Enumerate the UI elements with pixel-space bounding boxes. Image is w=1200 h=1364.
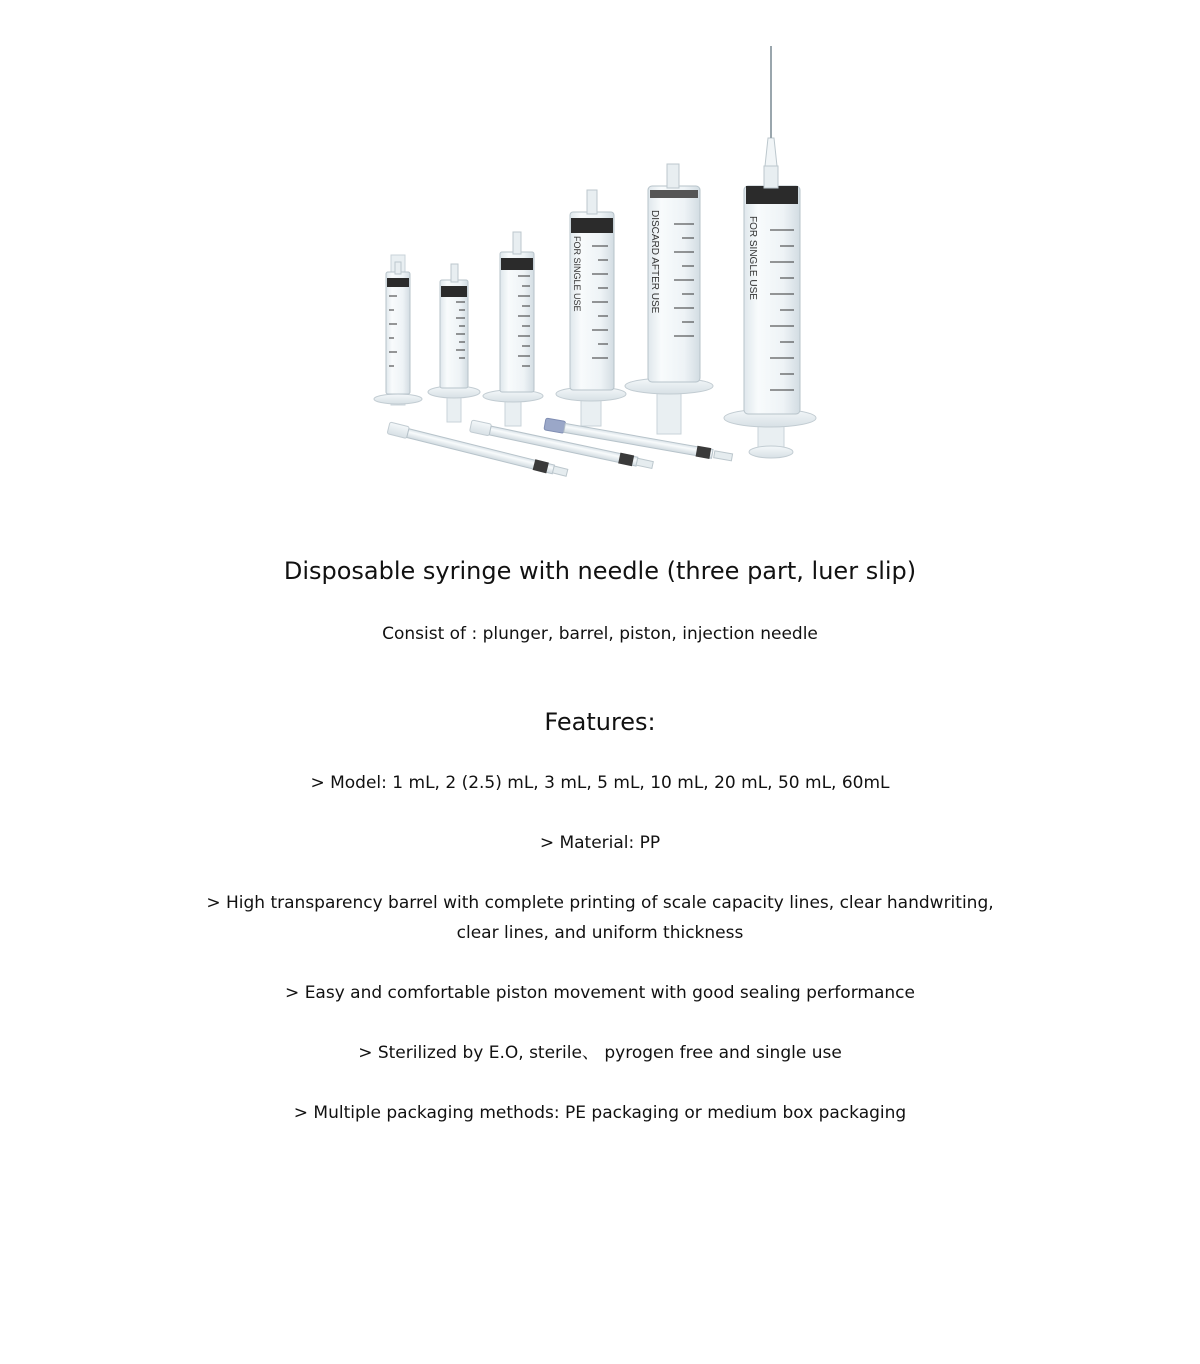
feature-item-transparency: > High transparency barrel with complete printing of scale capacity lines, clear handwriting, clear lines, and uniform thickness bbox=[206, 893, 994, 943]
syringe-2ml bbox=[428, 264, 480, 422]
syringe-product-photo bbox=[360, 40, 840, 480]
feature-item-material: > Material: PP bbox=[539, 833, 661, 853]
features-heading: Features: bbox=[544, 708, 656, 736]
barrel-label-medium: DISCARD AFTER USE bbox=[649, 210, 660, 314]
product-title: Disposable syringe with needle (three part, luer slip) bbox=[283, 557, 917, 585]
syringe-1ml bbox=[374, 255, 422, 405]
feature-item-packaging: > Multiple packaging methods: PE packaging or medium box packaging bbox=[293, 1103, 907, 1123]
barrel-label-small: FOR SINGLE USE bbox=[572, 236, 582, 312]
syringe-10ml bbox=[625, 164, 713, 434]
feature-item-piston: > Easy and comfortable piston movement with good sealing performance bbox=[285, 983, 915, 1003]
product-composition: Consist of : plunger, barrel, piston, injection needle bbox=[382, 624, 818, 644]
syringe-5ml bbox=[556, 190, 626, 426]
insulin-syringe-3 bbox=[544, 418, 733, 463]
syringe-3ml bbox=[483, 232, 543, 426]
syringe-product-image bbox=[360, 40, 840, 480]
feature-item-model: > Model: 1 mL, 2 (2.5) mL, 3 mL, 5 mL, 10 mL, 20 mL, 50 mL, 60mL bbox=[310, 773, 890, 793]
syringe-20ml-with-needle bbox=[724, 46, 816, 458]
barrel-label-large: FOR SINGLE USE bbox=[747, 216, 758, 300]
feature-item-sterilized: > Sterilized by E.O, sterile、 pyrogen free and single use bbox=[358, 1043, 842, 1063]
